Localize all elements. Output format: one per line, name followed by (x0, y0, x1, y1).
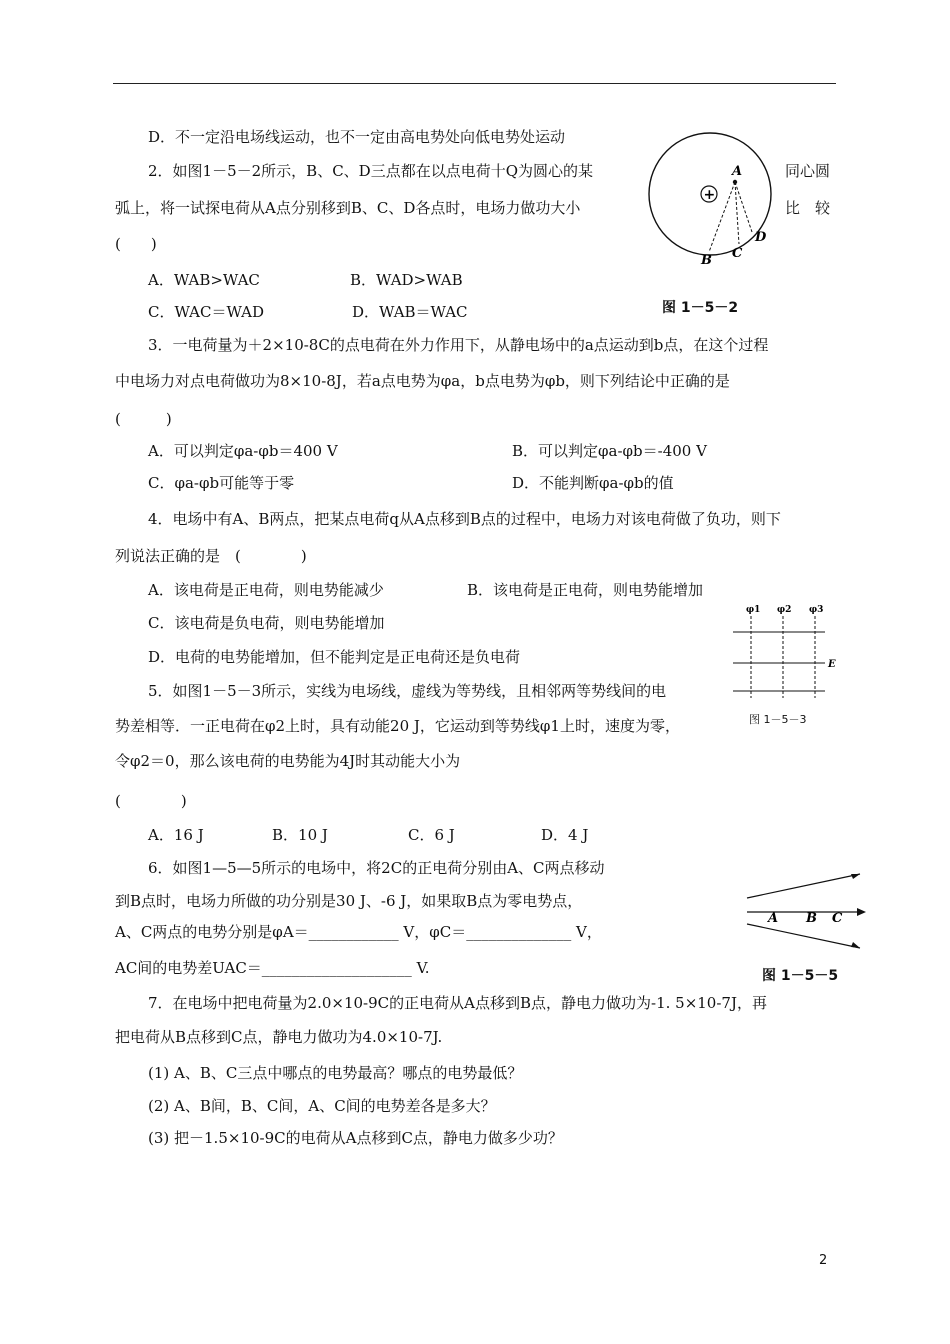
label-c: C (832, 911, 843, 926)
figure-1-5-2 (645, 130, 775, 268)
q2-stem-line2-tail: 比 较 (785, 199, 831, 217)
q2-option-d: D．WAB＝WAC (352, 303, 468, 321)
q5-stem-line3: 令φ2＝0，那么该电荷的电势能为4J时其动能大小为 (115, 752, 461, 770)
label-e: E (828, 659, 836, 670)
label-phi3: φ3 (809, 605, 824, 615)
label-a: A (768, 911, 779, 926)
label-phi1: φ1 (746, 605, 761, 615)
caption-1-5-2: 图 1－5－2 (662, 300, 739, 316)
q5-option-a: A．16 J (148, 826, 204, 844)
q2-stem-line1-tail: 同心圆 (785, 162, 831, 180)
q2-option-b: B．WAD>WAB (350, 271, 463, 289)
q7-stem-line1: 7．在电场中把电荷量为2.0×10-9C的正电荷从A点移到B点，静电力做功为-1. 5×10-7J，再 (148, 994, 767, 1012)
arrow-middle (857, 908, 866, 916)
q5-stem-line2: 势差相等．一正电荷在φ2上时，具有动能20 J，它运动到等势线φ1上时，速度为零， (115, 717, 680, 735)
arrow-top (851, 874, 860, 879)
q5-stem-line1: 5．如图1－5－3所示，实线为电场线，虚线为等势线，且相邻两等势线间的电 (148, 682, 667, 700)
figure-1-5-5 (742, 866, 872, 956)
q3-option-c: C．φa-φb可能等于零 (148, 474, 295, 492)
caption-1-5-3: 图 1－5－3 (749, 713, 807, 726)
label-b: B (806, 911, 817, 926)
q5-option-d: D．4 J (541, 826, 589, 844)
q4-option-c: C．该电荷是负电荷，则电势能增加 (148, 614, 385, 632)
point-charge-plus: + (703, 187, 716, 203)
label-a: A (732, 164, 743, 179)
q4-option-b: B．该电荷是正电荷，则电势能增加 (467, 581, 704, 599)
q1-option-d: D．不一定沿电场线运动，也不一定由高电势处向低电势处运动 (148, 128, 566, 146)
q5-answer-blank: ( ) (115, 792, 187, 810)
q6-stem-line2: 到B点时，电场力所做的功分别是30 J、-6 J，如果取B点为零电势点， (115, 892, 583, 910)
q2-option-a: A．WAB>WAC (148, 271, 260, 289)
q7-sub3: (3) 把－1.5×10-9C的电荷从A点移到C点，静电力做多少功？ (148, 1129, 563, 1147)
q3-stem-line1: 3．一电荷量为＋2×10-8C的点电荷在外力作用下，从静电场中的a点运动到b点，在这个过程 (148, 336, 769, 354)
q3-option-b: B．可以判定φa-φb＝-400 V (512, 442, 707, 460)
q2-option-c: C．WAC＝WAD (148, 303, 264, 321)
q4-option-a: A．该电荷是正电荷，则电势能减少 (148, 581, 384, 599)
q6-blanks-line4: AC间的电势差UAC＝____________________ V. (115, 959, 430, 977)
q4-stem-line1: 4．电场中有A、B两点，把某点电荷q从A点移到B点的过程中，电场力对该电荷做了负功，则下 (148, 510, 781, 528)
q4-stem-line2: 列说法正确的是 ( ) (115, 547, 307, 565)
q2-stem-line2: 弧上，将一试探电荷从A点分别移到B、C、D各点时，电场力做功大小 (115, 199, 581, 217)
q3-answer-blank: ( ) (115, 410, 172, 428)
page-number: 2 (819, 1253, 828, 1268)
header-rule (113, 83, 836, 84)
q4-option-d: D．电荷的电势能增加，但不能判定是正电荷还是负电荷 (148, 648, 521, 666)
field-line-bottom (747, 924, 860, 948)
q5-option-c: C．6 J (408, 826, 455, 844)
q7-sub2: (2) A、B间，B、C间，A、C间的电势差各是多大？ (148, 1097, 496, 1115)
label-b: B (701, 253, 712, 268)
label-c: C (732, 246, 743, 261)
q5-option-b: B．10 J (272, 826, 328, 844)
arrow-bottom (851, 942, 860, 948)
figure-1-5-3 (733, 602, 843, 702)
field-line-top (747, 874, 860, 898)
label-d: D (755, 230, 767, 245)
q3-stem-line2: 中电场力对点电荷做功为8×10-8J，若a点电势为φa，b点电势为φb，则下列结论中正确的是 (115, 372, 730, 390)
q6-stem-line1: 6．如图1—5—5所示的电场中，将2C的正电荷分别由A、C两点移动 (148, 859, 605, 877)
label-phi2: φ2 (777, 605, 792, 615)
q7-sub1: (1) A、B、C三点中哪点的电势最高？哪点的电势最低？ (148, 1064, 523, 1082)
q3-option-a: A．可以判定φa-φb＝400 V (148, 442, 338, 460)
q2-stem-line1: 2．如图1－5－2所示，B、C、D三点都在以点电荷十Q为圆心的某 (148, 162, 594, 180)
q3-option-d: D．不能判断φa-φb的值 (512, 474, 674, 492)
q2-answer-blank: ( ) (115, 235, 157, 253)
line-a-c (735, 182, 739, 244)
q7-stem-line2: 把电荷从B点移到C点，静电力做功为4.0×10-7J. (115, 1028, 443, 1046)
caption-1-5-5: 图 1－5－5 (762, 968, 839, 984)
q6-blanks-line3: A、C两点的电势分别是φA＝____________ V，φC＝______________ V， (115, 923, 602, 941)
